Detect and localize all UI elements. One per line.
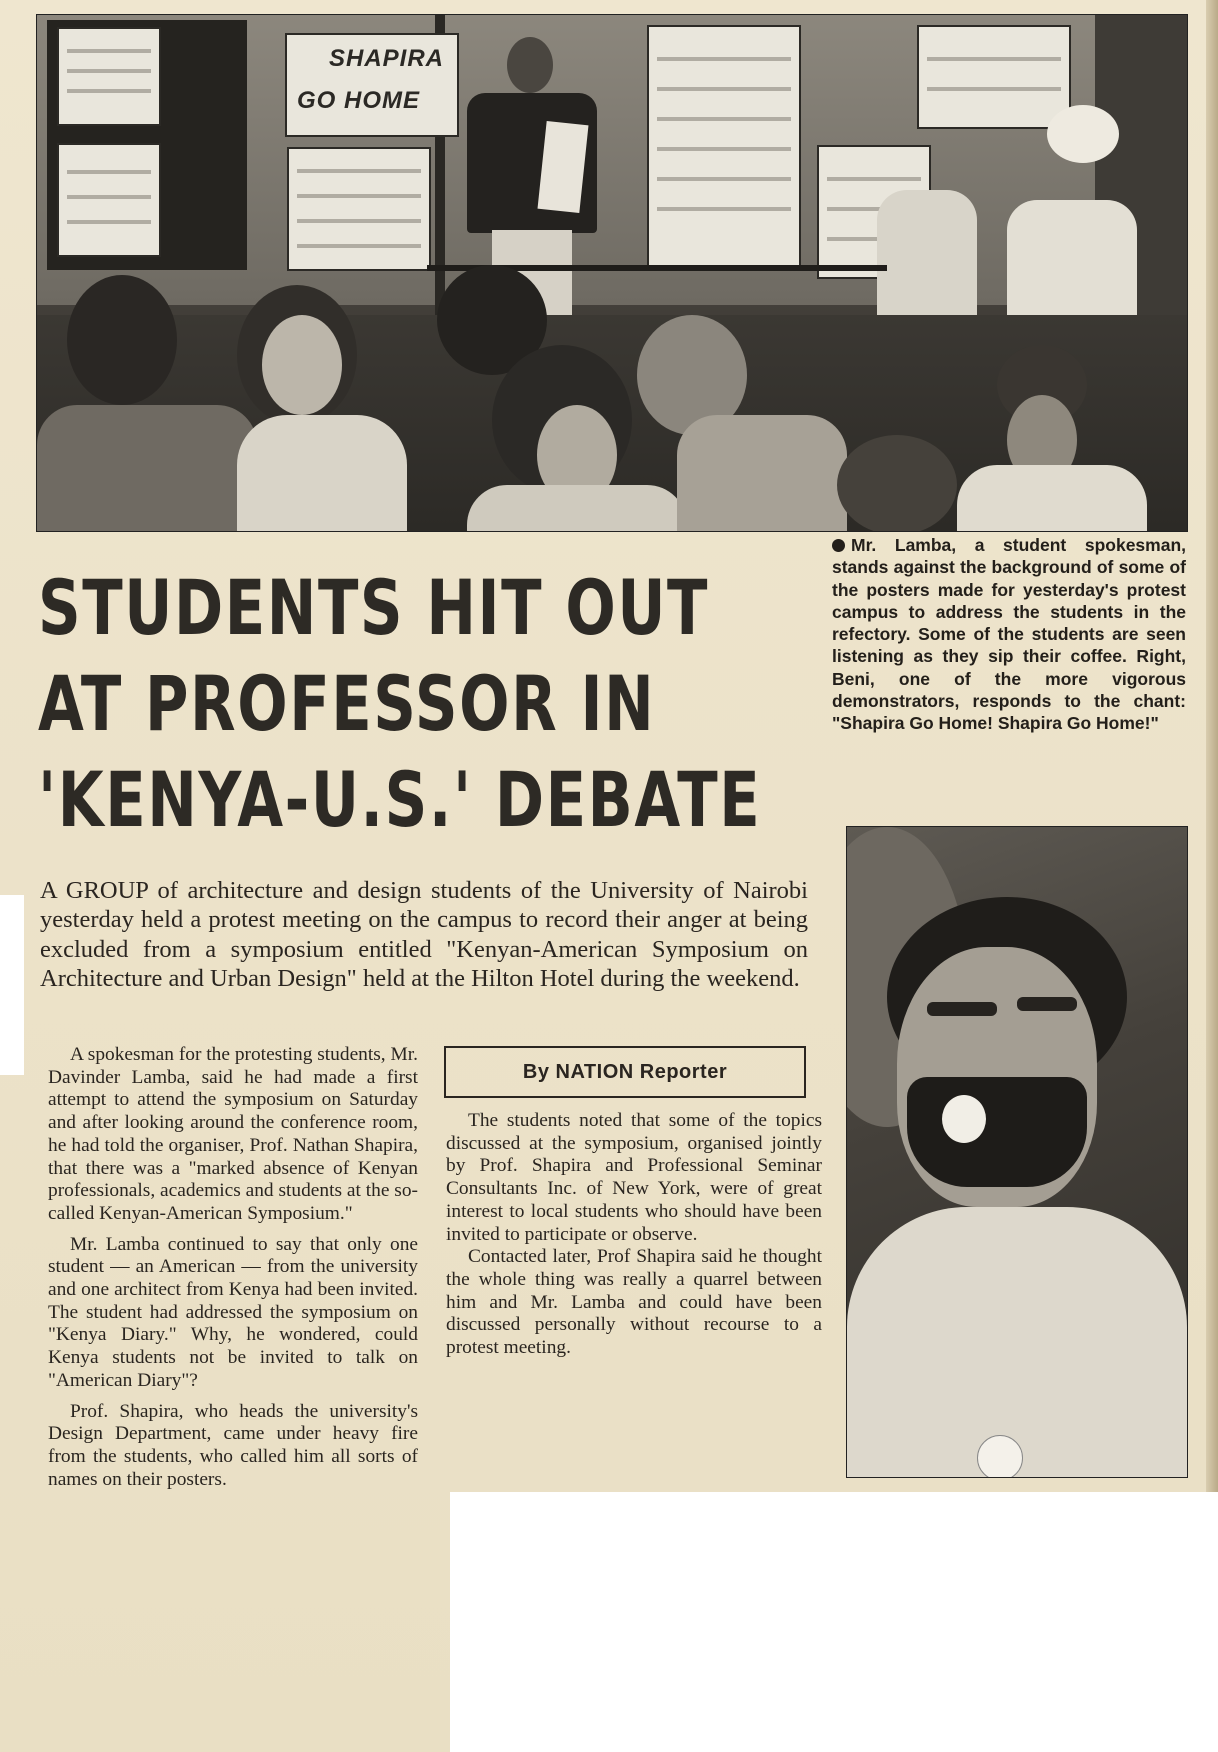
shirt: [847, 1207, 1187, 1477]
article-paragraph: Contacted later, Prof Shapira said he thought the whole thing was really a quarrel between him and Mr. Lamba and could have been discussed personally without recourse to a protest meeting.: [446, 1246, 822, 1359]
badge: [977, 1435, 1023, 1478]
student-body: [237, 415, 407, 531]
poster-line: GO HOME: [297, 87, 421, 114]
article-paragraph: The students noted that some of the topics discussed at the symposium, organised jointly by Prof. Shapira and Professional Seminar Consultants Inc. of New York, were of great interest to local students who should have been invited to participate or observe.: [446, 1110, 822, 1245]
headline: [38, 560, 762, 848]
article-column-right: [446, 1110, 822, 1360]
poster: [287, 147, 431, 271]
article-paragraph: Mr. Lamba continued to say that only one student — an American — from the university and one architect from Kenya had been invited. The student had addressed the symposium on "Kenya Diary." Why, he wondered, could Kenya students not be invited to talk on "American Diary"?: [48, 1233, 418, 1391]
poster-shapira-go-home: [285, 33, 459, 137]
article-paragraph: A spokesman for the protesting students, Mr. Davinder Lamba, said he had made a first attempt to attend the symposium on Saturday and after looking around the conference room, he had told the organiser, Prof. Nathan Shapira, that there was a "marked absence of Kenyan professionals, academics and students at the so-called Kenyan-American Symposium.": [48, 1044, 418, 1224]
beard: [907, 1077, 1087, 1187]
article-column-left: [48, 1044, 418, 1491]
speaker-head: [507, 37, 553, 93]
student-head: [67, 275, 177, 405]
eyebrows: [1017, 997, 1077, 1011]
photo-students-meeting: [36, 14, 1188, 532]
student-face: [262, 315, 342, 415]
student-body: [37, 405, 257, 531]
blank-area: [0, 895, 24, 1075]
byline-box: By NATION Reporter: [444, 1046, 806, 1098]
bullet-icon: [832, 539, 845, 552]
photo-caption: [832, 534, 1186, 735]
headline-line: 'KENYA-U.S.' DEBATE: [38, 755, 762, 844]
poster: [917, 25, 1071, 129]
open-mouth: [942, 1095, 986, 1143]
turban: [1047, 105, 1119, 163]
student-body: [677, 415, 847, 531]
caption-text: Mr. Lamba, a student spokesman, stands against the background of some of the posters made for yesterday's protest campus to address the students in the refectory. Some of the students are seen listening as they sip their coffee. Right, Beni, one of the more vigorous demonstrators, responds to the chant: "Shapira Go Home! Shapira Go Home!": [832, 535, 1186, 734]
poster: [57, 143, 161, 257]
student-body: [467, 485, 687, 531]
student-head: [837, 435, 957, 532]
photo-demonstrator-beni: [846, 826, 1188, 1478]
student-body: [957, 465, 1147, 531]
blank-area: [450, 1492, 1218, 1752]
headline-line: STUDENTS HIT OUT: [38, 563, 710, 652]
article-paragraph: Prof. Shapira, who heads the university's Design Department, came under heavy fire from the students, who called him all sorts of names on their posters.: [48, 1400, 418, 1490]
poster-line: SHAPIRA: [329, 45, 445, 72]
poster: [57, 27, 161, 126]
eyebrows: [927, 1002, 997, 1016]
poster: [647, 25, 801, 269]
lead-paragraph: A GROUP of architecture and design students of the University of Nairobi yesterday held a protest meeting on the campus to record their anger at being excluded from a symposium entitled "Kenyan-American Symposium on Architecture and Urban Design" held at the Hilton Hotel during the weekend.: [40, 877, 808, 993]
page-edge-shadow: [1206, 0, 1218, 1492]
headline-line: AT PROFESSOR IN: [38, 659, 656, 748]
